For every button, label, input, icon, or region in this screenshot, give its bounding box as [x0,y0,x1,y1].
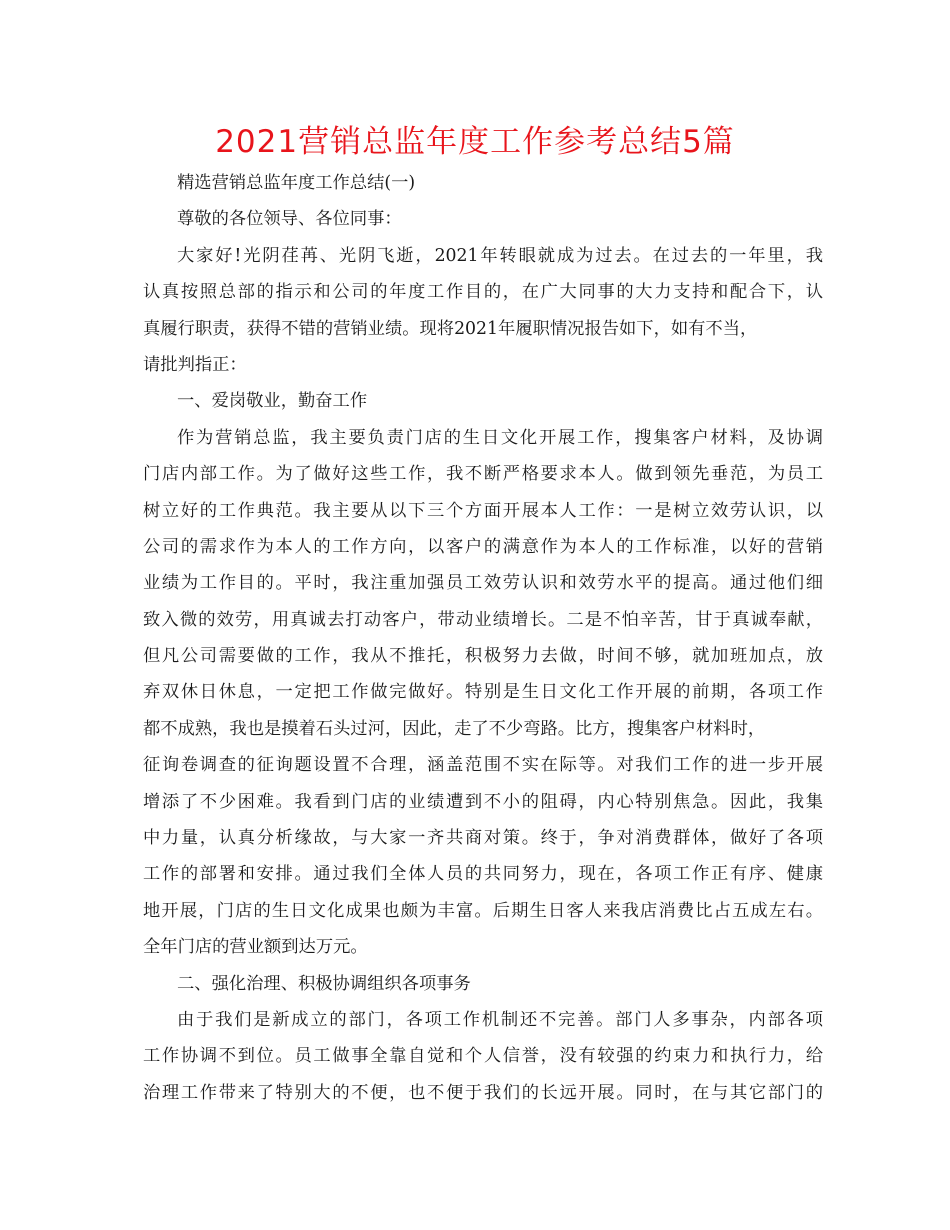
paragraph-line: 公司的需求作为本人的工作方向，以客户的满意作为本人的工作标准，以好的营销 [143,536,823,557]
paragraph-line: 业绩为工作目的。平时，我注重加强员工效劳认识和效劳水平的提高。通过他们细 [143,573,823,594]
section-heading: 一、爱岗敬业，勤奋工作 [177,391,368,412]
document-body [143,165,823,1111]
paragraph-line: 致入微的效劳，用真诚去打动客户，带动业绩增长。二是不怕辛苦，甘于真诚奉献， [143,609,823,630]
paragraph-line: 中力量，认真分析缘故，与大家一齐共商对策。终于，争对消费群体，做好了各项 [143,828,823,849]
paragraph-line: 门店内部工作。为了做好这些工作，我不断严格要求本人。做到领先垂范，为员工 [143,464,823,485]
paragraph-line: 由于我们是新成立的部门，各项工作机制还不完善。部门人多事杂，内部各项 [177,1009,823,1030]
paragraph-line: 弃双休日休息，一定把工作做完做好。特别是生日文化工作开展的前期，各项工作 [143,682,823,703]
paragraph-line: 全年门店的营业额到达万元。 [143,937,368,958]
salutation-line: 尊敬的各位领导、各位同事： [177,209,402,230]
paragraph-line: 工作的部署和安排。通过我们全体人员的共同努力，现在，各项工作正有序、健康 [143,864,823,885]
paragraph-line: 树立好的工作典范。我主要从以下三个方面开展本人工作：一是树立效劳认识，以 [143,500,823,521]
paragraph-line: 作为营销总监，我主要负责门店的生日文化开展工作，搜集客户材料，及协调 [177,427,823,448]
document-title: 2021营销总监年度工作参考总结5篇 [215,124,735,160]
paragraph-line: 治理工作带来了特别大的不便，也不便于我们的长远开展。同时，在与其它部门的 [143,1082,823,1103]
paragraph-line: 大家好!光阴荏苒、光阴飞逝，2021年转眼就成为过去。在过去的一年里，我 [177,245,823,266]
paragraph-line: 认真按照总部的指示和公司的年度工作目的，在广大同事的大力支持和配合下，认 [143,282,823,303]
paragraph-line: 请批判指正： [143,354,247,375]
paragraph-line: 但凡公司需要做的工作，我从不推托，积极努力去做，时间不够，就加班加点，放 [143,646,823,667]
section-heading: 二、强化治理、积极协调组织各项事务 [177,973,471,994]
paragraph-line: 工作协调不到位。员工做事全靠自觉和个人信誉，没有较强的约束力和执行力，给 [143,1046,823,1067]
subtitle-line: 精选营销总监年度工作总结(一) [177,173,416,193]
paragraph-line: 真履行职责，获得不错的营销业绩。现将2021年履职情况报告如下，如有不当， [143,318,758,339]
paragraph-line: 征询卷调查的征询题设置不合理，涵盖范围不实在际等。对我们工作的进一步开展 [143,755,823,776]
paragraph-line: 地开展，门店的生日文化成果也颇为丰富。后期生日客人来我店消费比占五成左右。 [143,900,823,921]
paragraph-line: 增添了不少困难。我看到门店的业绩遭到不小的阻碍，内心特别焦急。因此，我集 [143,791,823,812]
paragraph-line: 都不成熟，我也是摸着石头过河，因此，走了不少弯路。比方，搜集客户材料时， [143,718,766,739]
